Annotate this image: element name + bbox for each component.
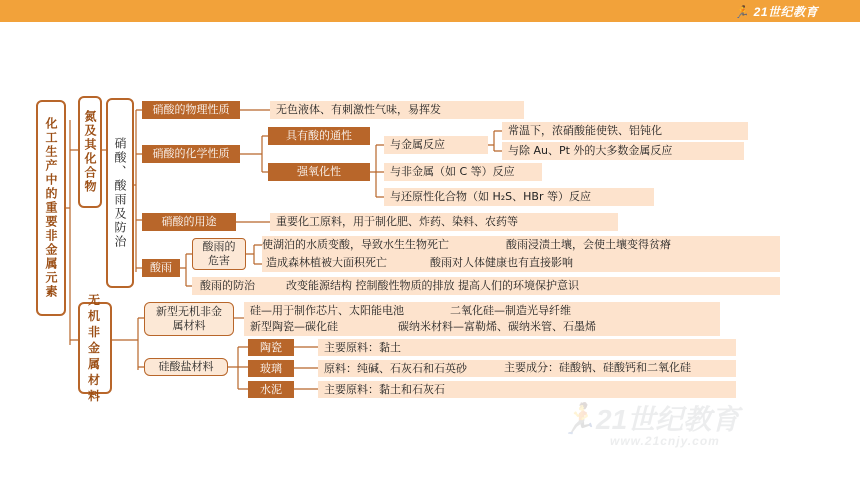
cement-text: 主要原料：黏土和石灰石 bbox=[318, 381, 736, 398]
ceramic-label: 陶瓷 bbox=[248, 339, 294, 356]
acid-rain-prevent-label: 酸雨的防治 bbox=[192, 277, 280, 295]
hno3-chemical-label: 硝酸的化学性质 bbox=[142, 145, 240, 163]
watermark-text: 21世纪教育 bbox=[596, 404, 740, 435]
new-material-item-3: 新型陶瓷—碳化硅 bbox=[250, 320, 338, 333]
hno3-physical-label: 硝酸的物理性质 bbox=[142, 101, 240, 119]
hno3-label: 硝酸、酸雨及防治 bbox=[113, 137, 127, 249]
hno3-physical-text: 无色液体、有刺激性气味，易挥发 bbox=[270, 101, 524, 119]
new-material-text: 新型无机非金属材料 bbox=[156, 305, 222, 332]
glass-text-2: 主要成分：硅酸钠、硅酸钙和二氧化硅 bbox=[504, 361, 691, 374]
react-metal-item-2: 与除 Au、Pt 外的大多数金属反应 bbox=[502, 142, 744, 160]
acid-rain-prevent-text: 改变能源结构 控制酸性物质的排放 提高人们的环境保护意识 bbox=[280, 277, 780, 295]
watermark-runner-icon: 🏃 bbox=[560, 403, 598, 436]
inorganic-label: 无机非金属材料 bbox=[87, 293, 102, 403]
react-metal: 与金属反应 bbox=[384, 136, 488, 154]
react-nonmetal: 与非金属（如 C 等）反应 bbox=[384, 163, 542, 181]
new-material-item-1: 硅—用于制作芯片、太阳能电池 bbox=[250, 304, 404, 317]
react-reducing: 与还原性化合物（如 H₂S、HBr 等）反应 bbox=[384, 188, 654, 206]
root-node bbox=[36, 100, 66, 316]
silicate-label bbox=[144, 358, 228, 376]
silicate-text: 硅酸盐材料 bbox=[158, 360, 214, 373]
acid-rain-harm-text: 酸雨的危害 bbox=[202, 240, 236, 267]
react-metal-item-1: 常温下，浓硝酸能使铁、铝钝化 bbox=[502, 122, 748, 140]
acid-rain-label: 酸雨 bbox=[142, 259, 180, 277]
acid-property: 具有酸的通性 bbox=[268, 127, 370, 145]
cement-label: 水泥 bbox=[248, 381, 294, 398]
harm-item-2: 酸雨浸渍土壤，会使土壤变得贫瘠 bbox=[506, 238, 671, 251]
logo-text: 21世纪教育 bbox=[753, 5, 818, 19]
n2-node bbox=[78, 96, 102, 208]
oxidizing-property: 强氧化性 bbox=[268, 163, 370, 181]
watermark-url: www.21cnjy.com bbox=[610, 434, 720, 448]
hno3-node bbox=[106, 98, 134, 288]
new-material-item-2: 二氧化硅—制造光导纤维 bbox=[450, 304, 571, 317]
glass-text: 原料：纯碱、石灰石和石英砂 bbox=[318, 360, 736, 377]
harm-item-3: 造成森林植被大面积死亡 bbox=[266, 256, 387, 269]
root-label: 化工生产中的重要非金属元素 bbox=[44, 117, 58, 299]
harm-item-1: 使湖泊的水质变酸，导致水生生物死亡 bbox=[262, 238, 449, 251]
harm-item-4: 酸雨对人体健康也有直接影响 bbox=[430, 256, 573, 269]
runner-icon: 🏃 bbox=[734, 5, 750, 19]
new-material-item-4: 碳纳米材料—富勒烯、碳纳米管、石墨烯 bbox=[398, 320, 596, 333]
acid-rain-harm-label bbox=[192, 238, 246, 270]
new-material-label bbox=[144, 302, 234, 336]
hno3-use-label: 硝酸的用途 bbox=[142, 213, 236, 231]
hno3-use-text: 重要化工原料，用于制化肥、炸药、染料、农药等 bbox=[270, 213, 618, 231]
n2-label: 氮及其化合物 bbox=[83, 110, 97, 194]
ceramic-text: 主要原料：黏土 bbox=[318, 339, 736, 356]
glass-label: 玻璃 bbox=[248, 360, 294, 377]
inorganic-node bbox=[78, 293, 112, 403]
